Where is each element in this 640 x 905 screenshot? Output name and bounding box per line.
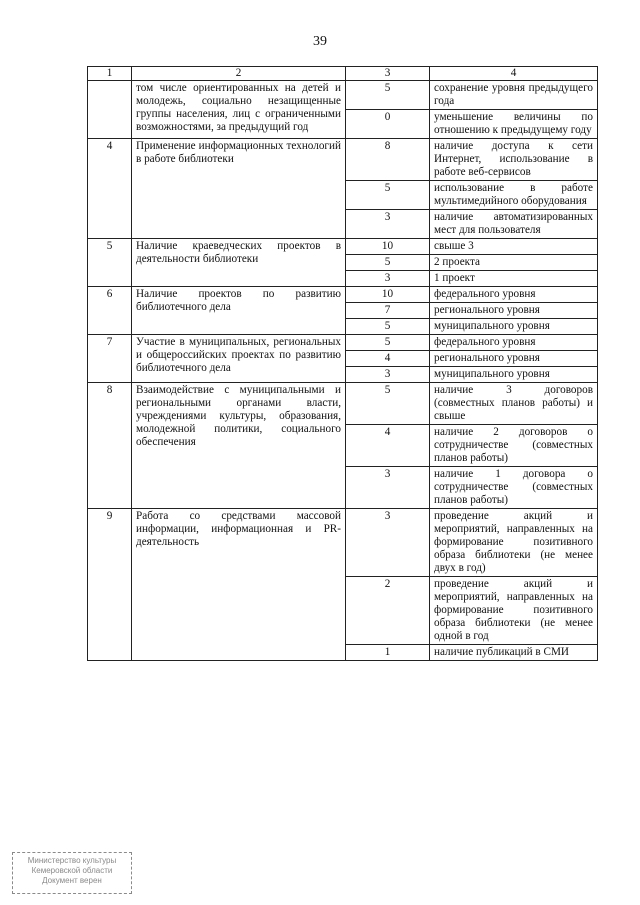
criterion-number: 8: [88, 383, 132, 509]
score-value: 4: [346, 351, 430, 367]
score-description: проведение акций и мероприятий, направленных на формирование позитивного образа библиотеки (не менее двух в год): [430, 509, 598, 577]
score-description: наличие публикаций в СМИ: [430, 645, 598, 661]
official-stamp: [12, 852, 132, 894]
table-row: [88, 383, 598, 425]
criterion-text: Наличие краеведческих проектов в деятельности библиотеки: [132, 239, 346, 287]
table-row: [88, 335, 598, 351]
score-value: 3: [346, 271, 430, 287]
table-row: [88, 509, 598, 577]
score-description: использование в работе мультимедийного оборудования: [430, 181, 598, 210]
score-value: 5: [346, 383, 430, 425]
score-description: федерального уровня: [430, 287, 598, 303]
criterion-number: 4: [88, 139, 132, 239]
score-value: 5: [346, 81, 430, 110]
score-value: 3: [346, 210, 430, 239]
stamp-line: Кемеровской области: [31, 866, 113, 875]
score-value: 3: [346, 367, 430, 383]
column-header: 4: [430, 67, 598, 81]
table-row: [88, 81, 598, 110]
stamp-line: Министерство культуры: [27, 856, 117, 865]
score-description: федерального уровня: [430, 335, 598, 351]
score-value: 10: [346, 287, 430, 303]
score-description: 2 проекта: [430, 255, 598, 271]
score-value: 4: [346, 425, 430, 467]
score-value: 5: [346, 181, 430, 210]
criterion-text: Участие в муниципальных, региональных и общероссийских проектах по развитию библиотечного дела: [132, 335, 346, 383]
score-value: 5: [346, 335, 430, 351]
score-value: 0: [346, 110, 430, 139]
stamp-line: Документ верен: [42, 876, 102, 885]
criterion-text: Работа со средствами массовой информации, информационная и PR-деятельность: [132, 509, 346, 661]
criterion-text: Применение информационных технологий в работе библиотеки: [132, 139, 346, 239]
score-value: 5: [346, 319, 430, 335]
score-description: проведение акций и мероприятий, направленных на формирование позитивного образа библиотеки (не менее одной в год: [430, 577, 598, 645]
score-description: муниципального уровня: [430, 319, 598, 335]
criterion-text: том числе ориентированных на детей и молодежь, социально незащищенные группы населения, лиц с ограниченными возможностями, за предыдущий год: [132, 81, 346, 139]
table-row: [88, 139, 598, 181]
table-row: [88, 239, 598, 255]
score-description: свыше 3: [430, 239, 598, 255]
column-header: 2: [132, 67, 346, 81]
score-value: 10: [346, 239, 430, 255]
score-description: наличие доступа к сети Интернет, использование в работе веб-сервисов: [430, 139, 598, 181]
score-description: муниципального уровня: [430, 367, 598, 383]
page-number: 39: [313, 34, 327, 49]
score-description: наличие 1 договора о сотрудничестве (совместных планов работы): [430, 467, 598, 509]
criterion-number: 5: [88, 239, 132, 287]
score-value: 5: [346, 255, 430, 271]
criterion-number: 7: [88, 335, 132, 383]
criterion-number: 9: [88, 509, 132, 661]
criterion-text: Наличие проектов по развитию библиотечного дела: [132, 287, 346, 335]
column-header: 1: [88, 67, 132, 81]
score-value: 3: [346, 509, 430, 577]
score-description: 1 проект: [430, 271, 598, 287]
score-description: регионального уровня: [430, 303, 598, 319]
score-value: 7: [346, 303, 430, 319]
score-description: уменьшение величины по отношению к предыдущему году: [430, 110, 598, 139]
score-description: регионального уровня: [430, 351, 598, 367]
criteria-table: [87, 66, 598, 661]
score-description: наличие 2 договоров о сотрудничестве (совместных планов работы): [430, 425, 598, 467]
score-value: 8: [346, 139, 430, 181]
score-description: наличие 3 договоров (совместных планов работы) и свыше: [430, 383, 598, 425]
score-value: 1: [346, 645, 430, 661]
table-row: [88, 287, 598, 303]
criterion-number: 6: [88, 287, 132, 335]
score-value: 2: [346, 577, 430, 645]
score-description: сохранение уровня предыдущего года: [430, 81, 598, 110]
score-description: наличие автоматизированных мест для пользователя: [430, 210, 598, 239]
column-header: 3: [346, 67, 430, 81]
score-value: 3: [346, 467, 430, 509]
table-header-row: [88, 67, 598, 81]
criterion-number: [88, 81, 132, 139]
criterion-text: Взаимодействие с муниципальными и региональными органами власти, учреждениями культуры, образования, молодежной политики, социального обеспечения: [132, 383, 346, 509]
table-body: [88, 81, 598, 661]
